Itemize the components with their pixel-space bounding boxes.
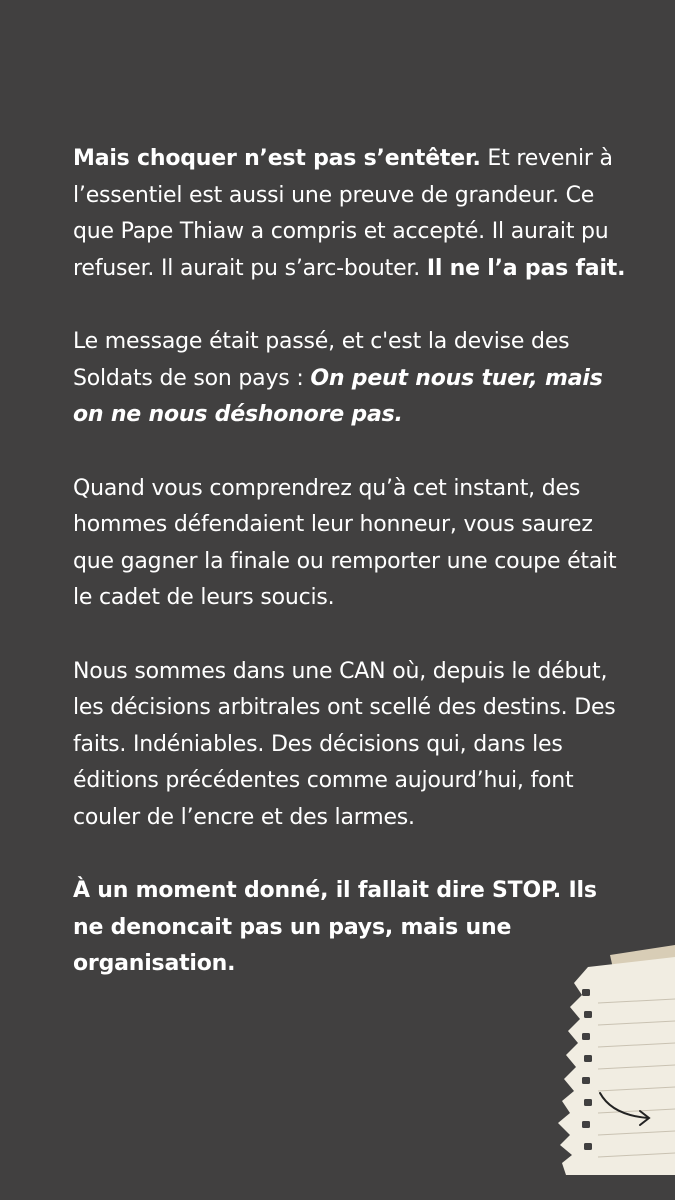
paragraph-4-text: Nous sommes dans une CAN où, depuis le début, les décisions arbitrales ont scellé des destins. Des faits. Indéniables. Des décisions qui, dans les éditions précédentes comme aujourd’hui, font couler de l’encre et des larmes. <box>73 658 616 830</box>
article-text <box>73 141 633 983</box>
paragraph-1-bold-tail: Il ne l’a pas fait. <box>426 255 626 281</box>
paragraph-5-bold: À un moment donné, il fallait dire STOP. Ils ne denoncait pas un pays, mais une organisation. <box>73 878 597 976</box>
paragraph-3-text: Quand vous comprendrez qu’à cet instant, des hommes défendaient leur honneur, vous saurez que gagner la finale ou remporter une coupe était le cadet de leurs soucis. <box>73 475 617 610</box>
paragraph-2-text: Le message était passé, et c'est la devise des Soldats de son pays : <box>73 329 570 391</box>
paragraph-1 <box>73 141 633 287</box>
notepad-paper-with-arrow-icon <box>548 945 675 1175</box>
paragraph-1-text: Et revenir à l’essentiel est aussi une preuve de grandeur. Ce que Pape Thiaw a compris et accepté. Il aurait pu refuser. Il aurait pu s’arc-bouter. <box>73 146 613 281</box>
paragraph-1-bold-lead: Mais choquer n’est pas s’entêter. <box>73 146 481 171</box>
paragraph-2-motto: On peut nous tuer, mais on ne nous déshonore pas. <box>73 365 603 427</box>
paragraph-4 <box>73 654 633 837</box>
paragraph-3 <box>73 471 633 617</box>
paragraph-2 <box>73 324 633 434</box>
